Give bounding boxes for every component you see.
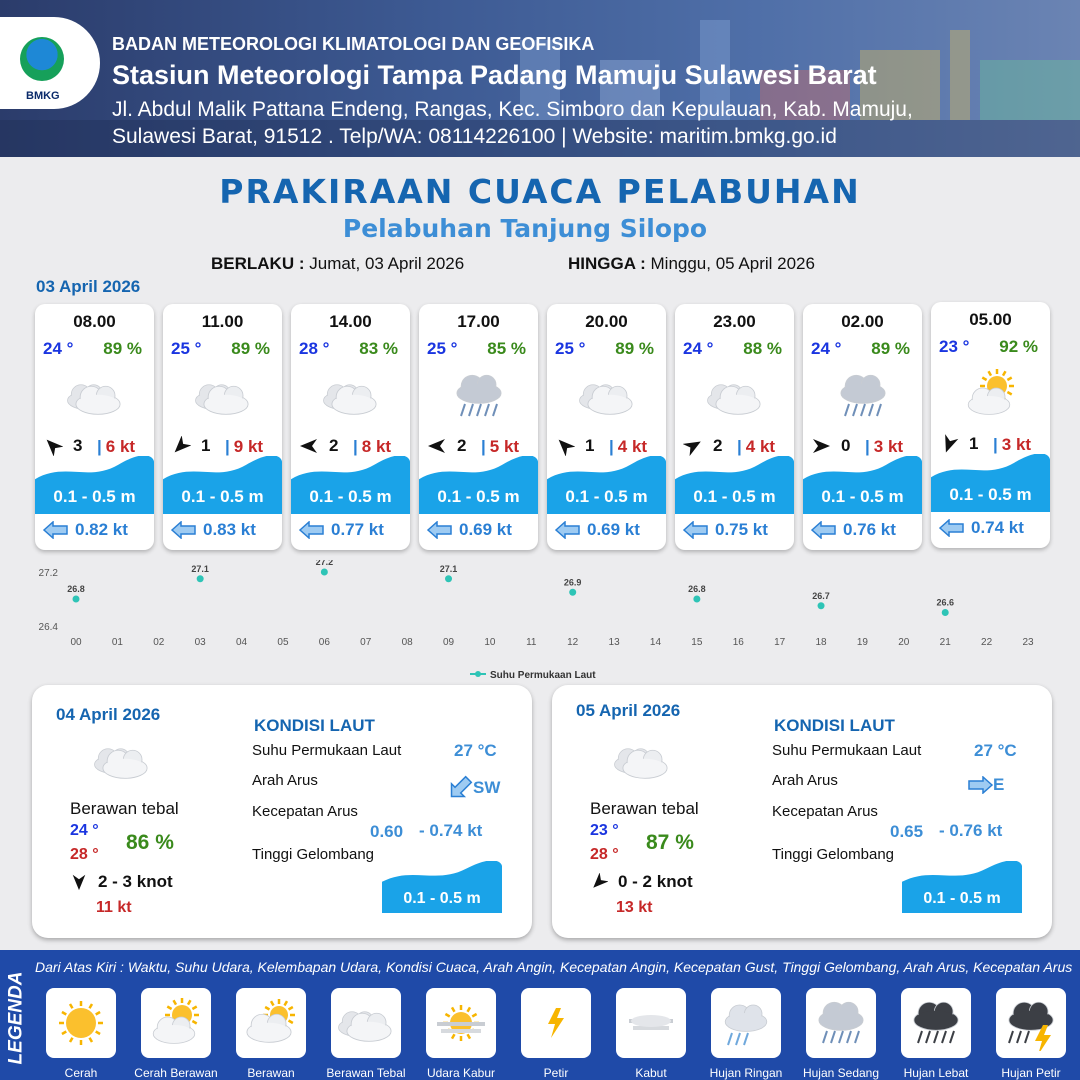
x-tick-label: 07 [360, 637, 372, 648]
hourly-card [803, 304, 922, 550]
sst-point [942, 609, 949, 616]
card-condition [444, 366, 514, 426]
legend-item-label: Berawan Tebal [326, 1066, 406, 1080]
card-condition [956, 364, 1026, 424]
card-time: 05.00 [969, 310, 1012, 329]
card-wind [555, 436, 594, 456]
legend-item-label: Hujan Ringan [709, 1066, 783, 1080]
x-tick-label: 00 [70, 637, 82, 648]
bmkg-logo [0, 17, 100, 109]
card-wind [299, 436, 338, 456]
panel-gust: 13 kt [616, 899, 653, 916]
card-condition [316, 366, 386, 426]
legend-item [703, 988, 789, 1080]
wind-direction-icon [683, 436, 703, 456]
station-address [112, 96, 1062, 150]
card-wind [171, 436, 210, 456]
card-temperature: 24 ° [683, 339, 714, 358]
sst-point-label: 26.9 [563, 577, 582, 588]
hourly-card [547, 304, 666, 550]
panel-wind [70, 872, 173, 892]
legend-item [798, 988, 884, 1080]
panel-wind-speed: 2 - 3 knot [98, 872, 173, 891]
sst-point-label: 26.8 [67, 584, 85, 594]
hourly-card [419, 304, 538, 550]
sst-point-label: 27.1 [191, 563, 209, 574]
card-current [43, 520, 128, 540]
panel-wave-height: 0.1 - 0.5 m [403, 890, 481, 907]
berawan-tebal-icon [188, 366, 258, 426]
current-direction-icon [43, 521, 69, 539]
legend-bar [0, 950, 1080, 1080]
wind-direction-icon [171, 436, 191, 456]
sst-point [569, 589, 576, 596]
x-tick-label: 04 [236, 637, 248, 648]
x-tick-label: 08 [401, 637, 413, 648]
card-current [811, 520, 896, 540]
sst-point [197, 575, 204, 582]
legend-item-label: Udara Kabur [426, 1066, 496, 1080]
current-speed-max: - 0.76 kt [939, 821, 1003, 840]
panel-humidity: 86 % [126, 831, 174, 854]
wave-height-label: Tinggi Gelombang [772, 846, 895, 863]
panel-wind-speed: 0 - 2 knot [618, 872, 693, 891]
card-gust-value: 9 kt [233, 437, 264, 456]
card-condition [700, 366, 770, 426]
card-wave-height: 0.1 - 0.5 m [53, 487, 136, 506]
card-current [683, 520, 768, 540]
legend-item-label: Cerah [64, 1066, 98, 1080]
x-tick-label: 15 [691, 637, 703, 648]
validity-to-label: HINGGA : [568, 254, 646, 273]
x-tick-label: 02 [153, 637, 165, 648]
card-gust: | 5 kt [481, 437, 520, 456]
card-condition [60, 366, 130, 426]
cerah-icon [51, 995, 111, 1051]
current-dir-label: Arah Arus [252, 772, 318, 789]
card-time: 08.00 [73, 312, 116, 331]
wind-direction-icon [299, 436, 319, 456]
card-current-speed: 0.75 kt [715, 520, 768, 539]
x-tick-label: 12 [567, 637, 579, 648]
panel-temp-min: 24 ° [70, 822, 99, 839]
legend-icon-box [711, 988, 781, 1058]
card-current-speed: 0.82 kt [75, 520, 128, 539]
card-wind [811, 436, 850, 456]
card-condition [828, 366, 898, 426]
card-gust: | 6 kt [97, 437, 136, 456]
card-gust-value: 4 kt [745, 437, 776, 456]
card-wind-speed: 0 [841, 436, 851, 455]
card-gust-value: 8 kt [361, 437, 392, 456]
x-tick-label: 14 [649, 637, 662, 648]
current-direction-icon [811, 521, 837, 539]
current-speed-label: Kecepatan Arus [772, 803, 878, 820]
card-wind-speed: 2 [713, 436, 723, 455]
panel-date: 04 April 2026 [56, 705, 161, 724]
berawan-tebal-icon [90, 735, 154, 785]
day1-date-label: 03 April 2026 [36, 277, 141, 296]
sst-point [73, 596, 80, 603]
current-direction-icon [299, 521, 325, 539]
card-current-speed: 0.83 kt [203, 520, 256, 539]
card-wave-height: 0.1 - 0.5 m [181, 487, 264, 506]
panel-condition-icon [610, 735, 674, 785]
card-time: 23.00 [713, 312, 756, 331]
legend-item [893, 988, 979, 1080]
sst-point-label: 26.7 [812, 590, 830, 601]
current-direction-icon [171, 521, 197, 539]
x-tick-label: 06 [318, 637, 330, 648]
card-current [555, 520, 640, 540]
hujan-sedang-icon [444, 366, 514, 426]
legend-item-label: Berawan [247, 1066, 295, 1080]
current-dir-text: E [993, 775, 1005, 794]
page-subtitle: Pelabuhan Tanjung Silopo [342, 214, 708, 243]
card-humidity: 89 % [103, 339, 142, 358]
current-speed-max: - 0.74 kt [419, 821, 483, 840]
x-tick-label: 22 [981, 637, 993, 648]
card-wave-height: 0.1 - 0.5 m [437, 487, 520, 506]
current-dir-label: Arah Arus [772, 772, 838, 789]
sst-point [693, 596, 700, 603]
x-tick-label: 21 [939, 637, 951, 648]
card-wind [683, 436, 722, 456]
panel-temp-max: 28 ° [70, 846, 99, 863]
legend-icon-box [806, 988, 876, 1058]
legend-item [988, 988, 1074, 1080]
wind-direction-icon [70, 873, 88, 891]
card-humidity: 88 % [743, 339, 782, 358]
sst-point-label: 26.8 [688, 584, 706, 594]
card-temperature: 23 ° [939, 337, 970, 356]
legend-icon-box [331, 988, 401, 1058]
card-time: 02.00 [841, 312, 884, 331]
card-gust-value: 3 kt [1001, 435, 1032, 454]
legend-item [38, 988, 124, 1080]
card-gust: | 4 kt [609, 437, 648, 456]
panel-condition-icon [90, 735, 154, 785]
legend-item-label: Hujan Sedang [802, 1066, 880, 1080]
current-speed-label: Kecepatan Arus [252, 803, 358, 820]
current-speed-min: 0.60 [370, 822, 404, 841]
hujan-lebat-icon [906, 995, 966, 1051]
wind-direction-icon [590, 873, 608, 891]
card-humidity: 89 % [231, 339, 270, 358]
card-gust-value: 3 kt [873, 437, 904, 456]
card-humidity: 83 % [359, 339, 398, 358]
legend-item [513, 988, 599, 1080]
card-condition [188, 366, 258, 426]
validity-to-value: Minggu, 05 April 2026 [650, 254, 815, 273]
card-wind [939, 434, 978, 454]
current-direction-icon [939, 519, 965, 537]
panel-condition: Berawan tebal [590, 799, 699, 818]
wind-direction-icon [43, 436, 63, 456]
x-tick-label: 05 [277, 637, 289, 648]
panel-date: 05 April 2026 [576, 701, 681, 720]
card-wave-height: 0.1 - 0.5 m [693, 487, 776, 506]
card-temperature: 25 ° [427, 339, 458, 358]
card-humidity: 92 % [999, 337, 1038, 356]
page-title: PRAKIRAAN CUACA PELABUHAN [219, 172, 861, 211]
arrow-sw-icon [447, 775, 473, 801]
card-temperature: 28 ° [299, 339, 330, 358]
legend-icon-box [616, 988, 686, 1058]
wind-direction-icon [939, 434, 959, 454]
legend-item-label: Kabut [635, 1066, 667, 1080]
validity-from-value: Jumat, 03 April 2026 [309, 254, 465, 273]
panel-temp-max: 28 ° [590, 846, 619, 863]
panel-temp-min: 23 ° [590, 822, 619, 839]
x-tick-label: 10 [484, 637, 496, 648]
sst-point-label: 27.2 [315, 560, 334, 567]
card-temperature: 24 ° [811, 339, 842, 358]
legend-icon-box [996, 988, 1066, 1058]
sst-point [445, 575, 452, 582]
card-gust: | 3 kt [865, 437, 904, 456]
wind-direction-icon [555, 436, 575, 456]
sst-point [818, 602, 825, 609]
current-direction-icon [427, 521, 453, 539]
card-gust: | 3 kt [993, 435, 1032, 454]
sea-condition-title: KONDISI LAUT [774, 716, 895, 735]
x-tick-label: 03 [194, 637, 206, 648]
card-humidity: 89 % [615, 339, 654, 358]
current-direction-icon [683, 521, 709, 539]
address-line-1: Jl. Abdul Malik Pattana Endeng, Rangas, Kec. Simboro dan Kepulauan, Kab. Mamuju, [112, 98, 913, 121]
panel-wave-height: 0.1 - 0.5 m [923, 890, 1001, 907]
berawan-tebal-icon [316, 366, 386, 426]
legend-item-label: Hujan Lebat [903, 1066, 969, 1080]
x-tick-label: 16 [732, 637, 744, 648]
sst-value: 27 °C [974, 741, 1017, 760]
bmkg-logo-emblem [20, 37, 64, 81]
x-tick-label: 09 [442, 637, 455, 648]
card-condition [572, 366, 642, 426]
card-gust-value: 4 kt [617, 437, 648, 456]
sea-condition-title: KONDISI LAUT [254, 716, 375, 735]
sst-value: 27 °C [454, 741, 497, 760]
legend-item-label: Hujan Petir [1001, 1066, 1061, 1080]
legend-icon-box [901, 988, 971, 1058]
card-temperature: 25 ° [171, 339, 202, 358]
card-wind-speed: 1 [201, 436, 211, 455]
card-wave-height: 0.1 - 0.5 m [949, 485, 1032, 504]
legend-description: Dari Atas Kiri : Waktu, Suhu Udara, Kelembapan Udara, Kondisi Cuaca, Arah Angin, Kecepatan Angin, Kecepatan Gust, Tinggi Gelombang, Arah Arus, Kecepatan Arus [35, 959, 1073, 975]
cerah-berawan-icon [146, 995, 206, 1051]
legend-icon-box [46, 988, 116, 1058]
x-tick-label: 19 [856, 637, 868, 648]
x-tick-label: 18 [815, 637, 827, 648]
card-current [427, 520, 512, 540]
card-wind-speed: 2 [457, 436, 467, 455]
card-current-speed: 0.69 kt [459, 520, 512, 539]
legend-item [608, 988, 694, 1080]
wind-direction-icon [811, 436, 831, 456]
card-wind [43, 436, 82, 456]
current-direction-icon [555, 521, 581, 539]
chart-legend-label: Suhu Permukaan Laut [490, 670, 596, 681]
hujan-petir-icon [1001, 995, 1061, 1051]
kabut-icon [621, 995, 681, 1051]
legend-title-text: LEGENDA [5, 971, 26, 1064]
legend-icon-box [521, 988, 591, 1058]
daily-panel-2 [552, 685, 1052, 938]
x-tick-label: 20 [898, 637, 910, 648]
hourly-card [675, 304, 794, 550]
udara-kabur-icon [431, 995, 491, 1051]
berawan-tebal-icon [60, 366, 130, 426]
daily-panel-1 [32, 685, 532, 938]
legend-title [2, 960, 30, 1075]
y-tick-label: 27.2 [38, 568, 58, 579]
sst-point-label: 27.1 [439, 563, 458, 574]
card-current-speed: 0.76 kt [843, 520, 896, 539]
sst-point-label: 26.6 [936, 597, 954, 608]
validity-from-label: BERLAKU : [211, 254, 305, 273]
sst-point [321, 569, 328, 576]
card-current-speed: 0.77 kt [331, 520, 384, 539]
legend-item [418, 988, 504, 1080]
legend-icon-box [426, 988, 496, 1058]
card-wind-speed: 3 [73, 436, 83, 455]
address-line-2: Sulawesi Barat, 91512 . Telp/WA: 08114226100 | Website: maritim.bmkg.go.id [112, 125, 837, 148]
card-wind-speed: 1 [585, 436, 595, 455]
legend-icon-box [236, 988, 306, 1058]
card-humidity: 89 % [871, 339, 910, 358]
card-gust: | 4 kt [737, 437, 776, 456]
legend-icon-box [141, 988, 211, 1058]
berawan-icon [241, 995, 301, 1051]
legend-item [323, 988, 409, 1080]
validity-to [568, 254, 815, 274]
current-dir-value [967, 775, 1004, 795]
card-time: 20.00 [585, 312, 628, 331]
card-current-speed: 0.74 kt [971, 518, 1024, 537]
hujan-sedang-icon [811, 995, 871, 1051]
arrow-e-icon [967, 776, 993, 794]
legend-item-label: Petir [543, 1066, 569, 1080]
legend-item [133, 988, 219, 1080]
card-humidity: 85 % [487, 339, 526, 358]
berawan-tebal-icon [336, 995, 396, 1051]
card-time: 11.00 [201, 312, 244, 331]
panel-gust: 11 kt [96, 899, 132, 916]
petir-icon [526, 995, 586, 1051]
panel-wind [590, 872, 693, 892]
card-current-speed: 0.69 kt [587, 520, 640, 539]
hourly-card [35, 304, 154, 550]
berawan-tebal-icon [610, 735, 674, 785]
berawan-tebal-icon [572, 366, 642, 426]
current-dir-value [447, 775, 500, 801]
x-tick-label: 23 [1022, 637, 1034, 648]
hujan-ringan-icon [716, 995, 776, 1051]
card-gust: | 8 kt [353, 437, 392, 456]
card-wave-height: 0.1 - 0.5 m [821, 487, 904, 506]
hourly-card [931, 302, 1050, 548]
card-wave-height: 0.1 - 0.5 m [565, 487, 648, 506]
hourly-card [163, 304, 282, 550]
legend-marker [475, 671, 481, 677]
card-current [939, 518, 1024, 538]
card-temperature: 25 ° [555, 339, 586, 358]
berawan-tebal-icon [700, 366, 770, 426]
panel-humidity: 87 % [646, 831, 694, 854]
sst-label: Suhu Permukaan Laut [772, 742, 922, 759]
card-gust-value: 5 kt [489, 437, 520, 456]
cerah-berawan-icon [956, 364, 1026, 424]
wind-direction-icon [427, 436, 447, 456]
card-gust-value: 6 kt [105, 437, 136, 456]
hourly-card [291, 304, 410, 550]
panel-condition: Berawan tebal [70, 799, 179, 818]
current-dir-text: SW [473, 778, 501, 797]
wave-height-label: Tinggi Gelombang [252, 846, 375, 863]
station-name: Stasiun Meteorologi Tampa Padang Mamuju Sulawesi Barat [112, 60, 877, 90]
card-wave-height: 0.1 - 0.5 m [309, 487, 392, 506]
card-current [171, 520, 256, 540]
card-wind-speed: 2 [329, 436, 339, 455]
card-current [299, 520, 384, 540]
org-name: BADAN METEOROLOGI KLIMATOLOGI DAN GEOFISIKA [112, 34, 595, 54]
card-temperature: 24 ° [43, 339, 74, 358]
header-banner [0, 0, 1080, 157]
x-tick-label: 13 [608, 637, 620, 648]
card-wind [427, 436, 466, 456]
card-time: 17.00 [457, 312, 500, 331]
x-tick-label: 01 [111, 637, 123, 648]
x-tick-label: 17 [774, 637, 786, 648]
hujan-sedang-icon [828, 366, 898, 426]
card-wind-speed: 1 [969, 434, 979, 453]
current-speed-min: 0.65 [890, 822, 924, 841]
sst-label: Suhu Permukaan Laut [252, 742, 402, 759]
card-time: 14.00 [329, 312, 372, 331]
y-tick-label: 26.4 [38, 622, 58, 633]
legend-item-label: Cerah Berawan [134, 1066, 218, 1080]
validity-from [211, 254, 464, 274]
card-gust: | 9 kt [225, 437, 264, 456]
x-tick-label: 11 [526, 637, 537, 648]
bmkg-logo-text: BMKG [26, 90, 60, 102]
legend-item [228, 988, 314, 1080]
sst-chart [30, 560, 1050, 685]
